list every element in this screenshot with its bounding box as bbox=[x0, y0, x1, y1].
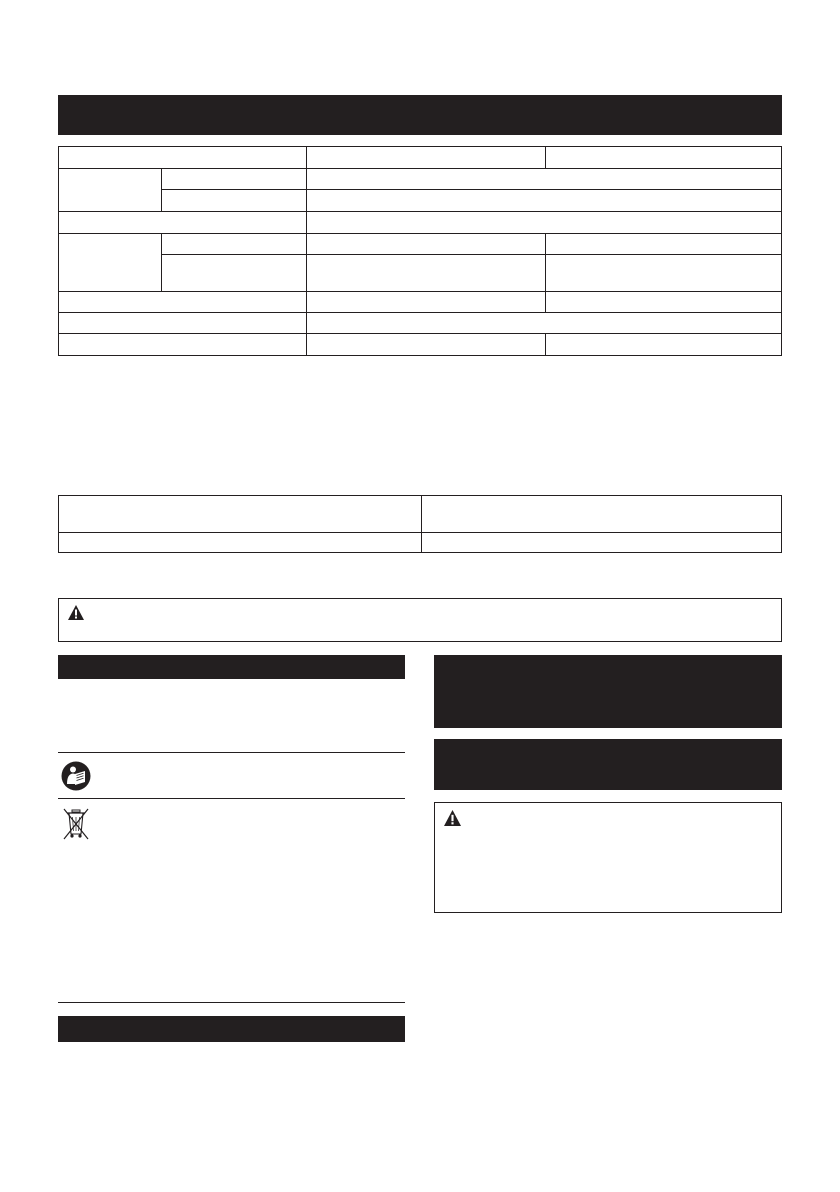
symbols-header-bar bbox=[58, 655, 405, 679]
secondary-table bbox=[58, 495, 782, 553]
table-col-divider bbox=[161, 168, 162, 211]
weee-crossed-bin-icon bbox=[61, 807, 91, 841]
table-row-divider bbox=[161, 254, 781, 255]
safety-warning-box bbox=[434, 802, 782, 913]
table-row-divider bbox=[59, 312, 781, 313]
safety-header-bar-2 bbox=[434, 739, 782, 790]
table-col-divider bbox=[545, 147, 546, 168]
table-col-divider bbox=[545, 333, 546, 355]
table-row-divider bbox=[59, 168, 781, 169]
table-row-divider bbox=[59, 211, 781, 212]
read-manual-icon bbox=[61, 761, 91, 791]
specifications-header-bar bbox=[58, 95, 782, 135]
safety-header-bar-1 bbox=[434, 655, 782, 728]
table-row-divider bbox=[59, 532, 781, 533]
table-row-divider bbox=[59, 233, 781, 234]
intended-use-header-bar bbox=[58, 1016, 405, 1042]
table-col-divider bbox=[161, 233, 162, 291]
table-col-divider bbox=[306, 147, 307, 355]
table-row-divider bbox=[161, 189, 781, 190]
warning-triangle-icon bbox=[68, 605, 84, 620]
table-col-divider bbox=[545, 233, 546, 312]
symbol-row-divider bbox=[58, 798, 405, 799]
specifications-table bbox=[58, 146, 782, 356]
table-row-divider bbox=[59, 291, 781, 292]
warning-notice-box bbox=[58, 598, 782, 642]
table-col-divider bbox=[421, 496, 422, 552]
symbol-row-divider bbox=[58, 1002, 405, 1003]
warning-triangle-icon bbox=[444, 810, 461, 826]
table-row-divider bbox=[59, 333, 781, 334]
symbol-row-divider bbox=[58, 752, 405, 753]
